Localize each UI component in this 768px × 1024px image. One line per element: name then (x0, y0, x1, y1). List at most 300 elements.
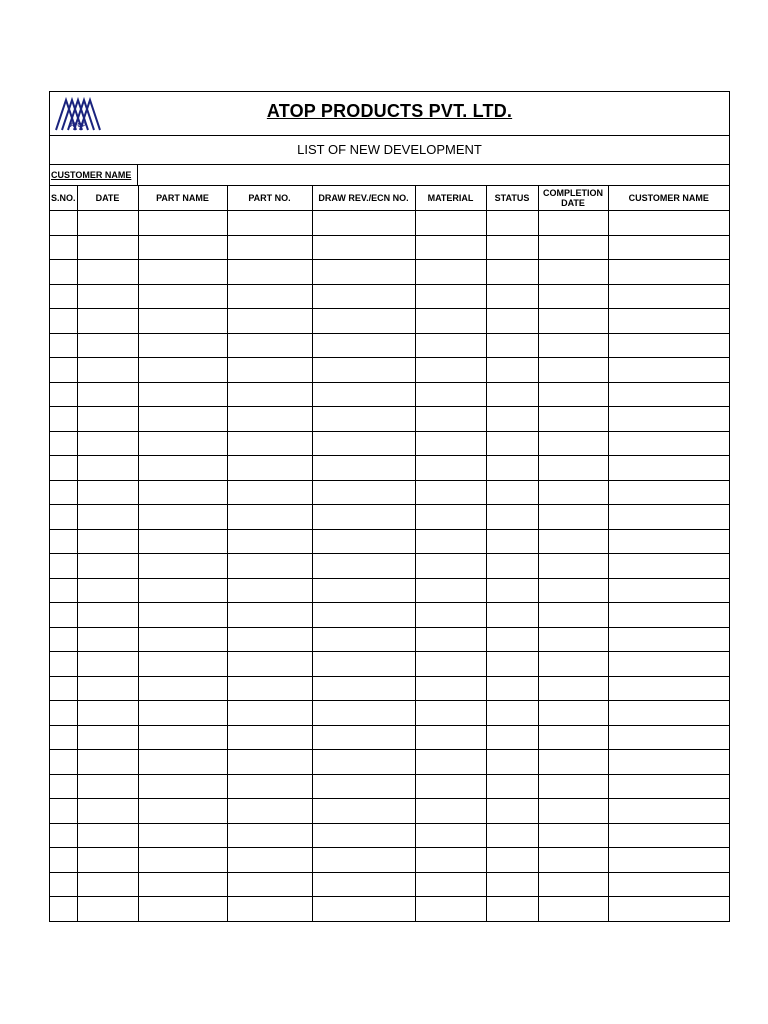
cell-sno[interactable] (50, 480, 77, 505)
table-row (50, 407, 729, 432)
table-row (50, 578, 729, 603)
table-row (50, 284, 729, 309)
cell-date[interactable] (77, 603, 138, 628)
cell-customer-name[interactable] (608, 480, 729, 505)
cell-completion-date[interactable] (538, 431, 608, 456)
cell-status[interactable] (486, 382, 538, 407)
cell-status[interactable] (486, 578, 538, 603)
table-row (50, 823, 729, 848)
cell-draw-rev[interactable] (312, 823, 415, 848)
cell-material[interactable] (415, 529, 486, 554)
cell-sno[interactable] (50, 774, 77, 799)
cell-draw-rev[interactable] (312, 897, 415, 921)
cell-status[interactable] (486, 284, 538, 309)
table-row (50, 480, 729, 505)
cell-customer-name[interactable] (608, 309, 729, 334)
cell-part-no[interactable] (227, 897, 312, 921)
cell-date[interactable] (77, 725, 138, 750)
cell-material[interactable] (415, 603, 486, 628)
cell-completion-date[interactable] (538, 848, 608, 873)
cell-part-name[interactable] (138, 725, 227, 750)
cell-date[interactable] (77, 676, 138, 701)
cell-customer-name[interactable] (608, 750, 729, 775)
cell-draw-rev[interactable] (312, 309, 415, 334)
cell-part-no[interactable] (227, 211, 312, 236)
cell-completion-date[interactable] (538, 897, 608, 921)
cell-date[interactable] (77, 431, 138, 456)
cell-part-name[interactable] (138, 701, 227, 726)
column-header-date: DATE (77, 186, 138, 211)
cell-completion-date[interactable] (538, 652, 608, 677)
cell-part-no[interactable] (227, 456, 312, 481)
cell-date[interactable] (77, 652, 138, 677)
cell-draw-rev[interactable] (312, 480, 415, 505)
cell-customer-name[interactable] (608, 333, 729, 358)
cell-status[interactable] (486, 823, 538, 848)
cell-completion-date[interactable] (538, 603, 608, 628)
cell-customer-name[interactable] (608, 529, 729, 554)
table-row (50, 799, 729, 824)
cell-status[interactable] (486, 774, 538, 799)
cell-part-name[interactable] (138, 529, 227, 554)
cell-part-name[interactable] (138, 750, 227, 775)
table-row (50, 358, 729, 383)
cell-customer-name[interactable] (608, 774, 729, 799)
cell-part-name[interactable] (138, 848, 227, 873)
cell-sno[interactable] (50, 309, 77, 334)
cell-date[interactable] (77, 480, 138, 505)
cell-material[interactable] (415, 676, 486, 701)
cell-sno[interactable] (50, 652, 77, 677)
table-row (50, 750, 729, 775)
table-row (50, 848, 729, 873)
cell-status[interactable] (486, 505, 538, 530)
cell-sno[interactable] (50, 676, 77, 701)
cell-part-name[interactable] (138, 284, 227, 309)
cell-sno[interactable] (50, 701, 77, 726)
cell-status[interactable] (486, 627, 538, 652)
cell-completion-date[interactable] (538, 309, 608, 334)
cell-part-no[interactable] (227, 603, 312, 628)
cell-part-name[interactable] (138, 897, 227, 921)
cell-part-no[interactable] (227, 701, 312, 726)
cell-sno[interactable] (50, 554, 77, 579)
table-row (50, 725, 729, 750)
cell-part-no[interactable] (227, 505, 312, 530)
cell-material[interactable] (415, 235, 486, 260)
cell-customer-name[interactable] (608, 823, 729, 848)
table-row (50, 554, 729, 579)
cell-draw-rev[interactable] (312, 701, 415, 726)
development-sheet (49, 91, 730, 922)
column-header-part-name: PART NAME (138, 186, 227, 211)
cell-part-name[interactable] (138, 235, 227, 260)
cell-draw-rev[interactable] (312, 603, 415, 628)
cell-completion-date[interactable] (538, 235, 608, 260)
cell-part-no[interactable] (227, 358, 312, 383)
cell-material[interactable] (415, 309, 486, 334)
cell-material[interactable] (415, 211, 486, 236)
cell-customer-name[interactable] (608, 652, 729, 677)
table-row (50, 505, 729, 530)
cell-status[interactable] (486, 431, 538, 456)
cell-material[interactable] (415, 480, 486, 505)
cell-date[interactable] (77, 872, 138, 897)
table-row (50, 235, 729, 260)
cell-part-no[interactable] (227, 627, 312, 652)
cell-completion-date[interactable] (538, 774, 608, 799)
cell-date[interactable] (77, 333, 138, 358)
cell-customer-name[interactable] (608, 382, 729, 407)
cell-status[interactable] (486, 750, 538, 775)
cell-material[interactable] (415, 358, 486, 383)
cell-completion-date[interactable] (538, 284, 608, 309)
cell-customer-name[interactable] (608, 603, 729, 628)
cell-part-name[interactable] (138, 627, 227, 652)
cell-part-no[interactable] (227, 676, 312, 701)
cell-part-name[interactable] (138, 578, 227, 603)
cell-completion-date[interactable] (538, 701, 608, 726)
cell-part-name[interactable] (138, 333, 227, 358)
cell-customer-name[interactable] (608, 431, 729, 456)
cell-status[interactable] (486, 529, 538, 554)
cell-part-name[interactable] (138, 211, 227, 236)
cell-completion-date[interactable] (538, 480, 608, 505)
cell-draw-rev[interactable] (312, 456, 415, 481)
table-row (50, 872, 729, 897)
cell-material[interactable] (415, 897, 486, 921)
cell-material[interactable] (415, 578, 486, 603)
cell-material[interactable] (415, 848, 486, 873)
cell-completion-date[interactable] (538, 211, 608, 236)
cell-customer-name[interactable] (608, 284, 729, 309)
cell-status[interactable] (486, 554, 538, 579)
cell-customer-name[interactable] (608, 897, 729, 921)
cell-part-name[interactable] (138, 799, 227, 824)
table-row (50, 676, 729, 701)
cell-sno[interactable] (50, 431, 77, 456)
cell-sno[interactable] (50, 529, 77, 554)
cell-sno[interactable] (50, 578, 77, 603)
cell-date[interactable] (77, 799, 138, 824)
cell-sno[interactable] (50, 627, 77, 652)
cell-draw-rev[interactable] (312, 627, 415, 652)
cell-part-no[interactable] (227, 554, 312, 579)
cell-customer-name[interactable] (608, 260, 729, 285)
cell-part-no[interactable] (227, 799, 312, 824)
cell-part-name[interactable] (138, 456, 227, 481)
table-row (50, 382, 729, 407)
cell-completion-date[interactable] (538, 529, 608, 554)
cell-date[interactable] (77, 529, 138, 554)
cell-date[interactable] (77, 823, 138, 848)
cell-material[interactable] (415, 382, 486, 407)
cell-date[interactable] (77, 897, 138, 921)
cell-material[interactable] (415, 431, 486, 456)
cell-completion-date[interactable] (538, 407, 608, 432)
cell-sno[interactable] (50, 235, 77, 260)
cell-sno[interactable] (50, 897, 77, 921)
cell-part-name[interactable] (138, 872, 227, 897)
cell-draw-rev[interactable] (312, 652, 415, 677)
cell-draw-rev[interactable] (312, 750, 415, 775)
cell-part-name[interactable] (138, 823, 227, 848)
cell-date[interactable] (77, 554, 138, 579)
cell-status[interactable] (486, 456, 538, 481)
cell-date[interactable] (77, 774, 138, 799)
cell-draw-rev[interactable] (312, 725, 415, 750)
cell-date[interactable] (77, 358, 138, 383)
cell-part-name[interactable] (138, 774, 227, 799)
cell-completion-date[interactable] (538, 823, 608, 848)
cell-sno[interactable] (50, 407, 77, 432)
cell-status[interactable] (486, 603, 538, 628)
cell-sno[interactable] (50, 848, 77, 873)
table-row (50, 529, 729, 554)
cell-completion-date[interactable] (538, 456, 608, 481)
cell-date[interactable] (77, 235, 138, 260)
cell-part-name[interactable] (138, 554, 227, 579)
cell-date[interactable] (77, 505, 138, 530)
cell-material[interactable] (415, 652, 486, 677)
cell-customer-name[interactable] (608, 211, 729, 236)
cell-status[interactable] (486, 211, 538, 236)
cell-completion-date[interactable] (538, 799, 608, 824)
cell-draw-rev[interactable] (312, 774, 415, 799)
cell-part-no[interactable] (227, 235, 312, 260)
logo-text: ATOP (69, 123, 87, 129)
table-body (50, 211, 729, 921)
table-row (50, 309, 729, 334)
cell-part-no[interactable] (227, 431, 312, 456)
cell-material[interactable] (415, 774, 486, 799)
table-row (50, 431, 729, 456)
cell-completion-date[interactable] (538, 505, 608, 530)
cell-material[interactable] (415, 823, 486, 848)
cell-material[interactable] (415, 407, 486, 432)
cell-customer-name[interactable] (608, 872, 729, 897)
cell-customer-name[interactable] (608, 407, 729, 432)
table-row (50, 897, 729, 921)
cell-part-name[interactable] (138, 652, 227, 677)
cell-completion-date[interactable] (538, 872, 608, 897)
table-row (50, 701, 729, 726)
cell-draw-rev[interactable] (312, 235, 415, 260)
cell-status[interactable] (486, 333, 538, 358)
cell-completion-date[interactable] (538, 382, 608, 407)
cell-status[interactable] (486, 235, 538, 260)
cell-completion-date[interactable] (538, 578, 608, 603)
cell-date[interactable] (77, 456, 138, 481)
cell-customer-name[interactable] (608, 358, 729, 383)
cell-sno[interactable] (50, 284, 77, 309)
cell-customer-name[interactable] (608, 456, 729, 481)
cell-part-no[interactable] (227, 382, 312, 407)
cell-date[interactable] (77, 578, 138, 603)
cell-part-no[interactable] (227, 529, 312, 554)
cell-sno[interactable] (50, 358, 77, 383)
cell-part-name[interactable] (138, 603, 227, 628)
cell-part-name[interactable] (138, 309, 227, 334)
cell-material[interactable] (415, 260, 486, 285)
cell-completion-date[interactable] (538, 260, 608, 285)
cell-status[interactable] (486, 701, 538, 726)
cell-completion-date[interactable] (538, 358, 608, 383)
customer-row (50, 165, 729, 186)
cell-part-name[interactable] (138, 676, 227, 701)
cell-draw-rev[interactable] (312, 333, 415, 358)
cell-date[interactable] (77, 309, 138, 334)
cell-completion-date[interactable] (538, 627, 608, 652)
cell-date[interactable] (77, 407, 138, 432)
column-header-material: MATERIAL (415, 186, 486, 211)
cell-sno[interactable] (50, 872, 77, 897)
cell-status[interactable] (486, 897, 538, 921)
cell-sno[interactable] (50, 333, 77, 358)
cell-part-no[interactable] (227, 774, 312, 799)
cell-part-no[interactable] (227, 260, 312, 285)
cell-material[interactable] (415, 456, 486, 481)
cell-material[interactable] (415, 872, 486, 897)
cell-draw-rev[interactable] (312, 505, 415, 530)
cell-draw-rev[interactable] (312, 529, 415, 554)
cell-material[interactable] (415, 725, 486, 750)
table-row (50, 211, 729, 236)
cell-customer-name[interactable] (608, 505, 729, 530)
cell-customer-name[interactable] (608, 701, 729, 726)
cell-part-no[interactable] (227, 284, 312, 309)
cell-part-no[interactable] (227, 578, 312, 603)
cell-sno[interactable] (50, 211, 77, 236)
cell-part-no[interactable] (227, 480, 312, 505)
cell-completion-date[interactable] (538, 554, 608, 579)
cell-status[interactable] (486, 652, 538, 677)
cell-date[interactable] (77, 284, 138, 309)
cell-material[interactable] (415, 284, 486, 309)
cell-part-name[interactable] (138, 431, 227, 456)
cell-draw-rev[interactable] (312, 431, 415, 456)
cell-customer-name[interactable] (608, 235, 729, 260)
cell-sno[interactable] (50, 505, 77, 530)
cell-part-no[interactable] (227, 333, 312, 358)
cell-part-no[interactable] (227, 725, 312, 750)
cell-material[interactable] (415, 799, 486, 824)
cell-material[interactable] (415, 701, 486, 726)
cell-sno[interactable] (50, 725, 77, 750)
cell-material[interactable] (415, 627, 486, 652)
cell-part-no[interactable] (227, 823, 312, 848)
cell-status[interactable] (486, 872, 538, 897)
table-row (50, 333, 729, 358)
cell-status[interactable] (486, 848, 538, 873)
cell-part-name[interactable] (138, 407, 227, 432)
cell-part-name[interactable] (138, 480, 227, 505)
cell-sno[interactable] (50, 260, 77, 285)
cell-draw-rev[interactable] (312, 872, 415, 897)
cell-part-name[interactable] (138, 358, 227, 383)
cell-part-name[interactable] (138, 382, 227, 407)
cell-sno[interactable] (50, 382, 77, 407)
cell-draw-rev[interactable] (312, 554, 415, 579)
company-name: ATOP PRODUCTS PVT. LTD. (266, 101, 513, 121)
cell-status[interactable] (486, 799, 538, 824)
cell-customer-name[interactable] (608, 725, 729, 750)
cell-status[interactable] (486, 725, 538, 750)
cell-draw-rev[interactable] (312, 407, 415, 432)
cell-date[interactable] (77, 701, 138, 726)
cell-part-no[interactable] (227, 750, 312, 775)
cell-part-no[interactable] (227, 652, 312, 677)
cell-status[interactable] (486, 676, 538, 701)
cell-status[interactable] (486, 309, 538, 334)
column-header-completion-date: COMPLETION DATE (538, 186, 608, 211)
cell-completion-date[interactable] (538, 750, 608, 775)
cell-date[interactable] (77, 848, 138, 873)
cell-draw-rev[interactable] (312, 260, 415, 285)
cell-date[interactable] (77, 260, 138, 285)
cell-draw-rev[interactable] (312, 382, 415, 407)
development-table (50, 186, 729, 921)
cell-date[interactable] (77, 211, 138, 236)
cell-status[interactable] (486, 480, 538, 505)
cell-material[interactable] (415, 554, 486, 579)
cell-customer-name[interactable] (608, 848, 729, 873)
cell-completion-date[interactable] (538, 676, 608, 701)
cell-draw-rev[interactable] (312, 799, 415, 824)
cell-customer-name[interactable] (608, 627, 729, 652)
cell-material[interactable] (415, 333, 486, 358)
cell-draw-rev[interactable] (312, 848, 415, 873)
cell-sno[interactable] (50, 603, 77, 628)
cell-part-no[interactable] (227, 848, 312, 873)
cell-customer-name[interactable] (608, 578, 729, 603)
column-header-status: STATUS (486, 186, 538, 211)
cell-status[interactable] (486, 260, 538, 285)
cell-part-no[interactable] (227, 309, 312, 334)
cell-completion-date[interactable] (538, 333, 608, 358)
table-row (50, 456, 729, 481)
cell-part-name[interactable] (138, 260, 227, 285)
cell-material[interactable] (415, 505, 486, 530)
cell-sno[interactable] (50, 750, 77, 775)
cell-draw-rev[interactable] (312, 284, 415, 309)
cell-completion-date[interactable] (538, 725, 608, 750)
cell-draw-rev[interactable] (312, 211, 415, 236)
customer-name-field[interactable] (138, 165, 729, 185)
cell-status[interactable] (486, 358, 538, 383)
table-header-row (50, 186, 729, 211)
cell-customer-name[interactable] (608, 554, 729, 579)
cell-draw-rev[interactable] (312, 676, 415, 701)
cell-customer-name[interactable] (608, 676, 729, 701)
cell-date[interactable] (77, 627, 138, 652)
cell-sno[interactable] (50, 799, 77, 824)
cell-draw-rev[interactable] (312, 578, 415, 603)
cell-sno[interactable] (50, 823, 77, 848)
cell-date[interactable] (77, 750, 138, 775)
cell-status[interactable] (486, 407, 538, 432)
cell-part-name[interactable] (138, 505, 227, 530)
cell-part-no[interactable] (227, 407, 312, 432)
table-row (50, 603, 729, 628)
cell-draw-rev[interactable] (312, 358, 415, 383)
customer-name-label: CUSTOMER NAME (50, 165, 138, 185)
cell-material[interactable] (415, 750, 486, 775)
cell-part-no[interactable] (227, 872, 312, 897)
cell-date[interactable] (77, 382, 138, 407)
cell-sno[interactable] (50, 456, 77, 481)
cell-customer-name[interactable] (608, 799, 729, 824)
